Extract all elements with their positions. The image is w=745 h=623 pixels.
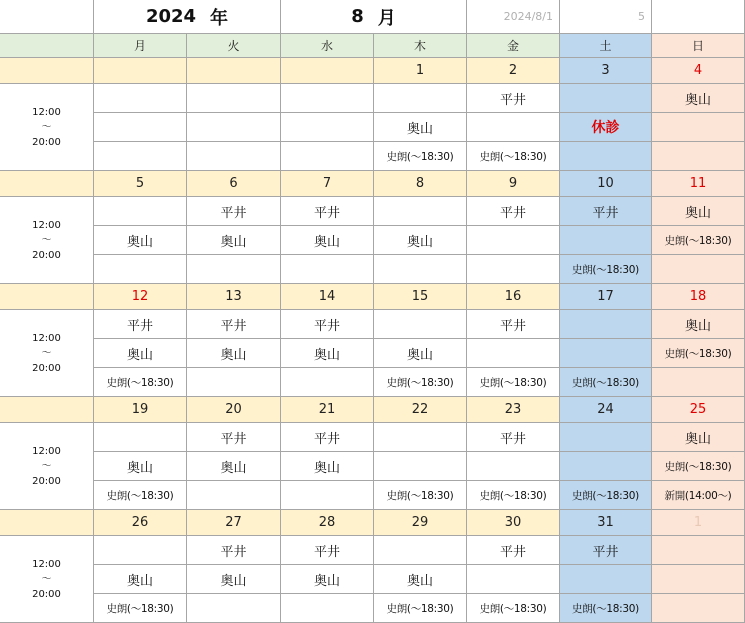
schedule-cell[interactable] bbox=[467, 594, 560, 623]
date-cell-text: 13 bbox=[225, 289, 242, 304]
schedule-cell[interactable] bbox=[467, 536, 560, 565]
schedule-cell[interactable] bbox=[467, 565, 560, 594]
title-end-cell[interactable] bbox=[652, 0, 745, 34]
schedule-cell[interactable] bbox=[94, 84, 187, 113]
schedule-cell[interactable] bbox=[652, 113, 745, 142]
weekday-header-5-text: 土 bbox=[599, 39, 612, 53]
schedule-cell-text: 平井 bbox=[499, 205, 526, 221]
schedule-cell[interactable] bbox=[374, 84, 467, 113]
date-cell-text: 14 bbox=[318, 289, 336, 304]
schedule-cell-text: 新開(14:00～) bbox=[664, 489, 732, 502]
schedule-cell[interactable] bbox=[560, 536, 652, 565]
date-cell[interactable] bbox=[281, 58, 374, 84]
schedule-cell[interactable] bbox=[281, 339, 374, 368]
date-cell-text: 16 bbox=[504, 289, 522, 304]
schedule-cell[interactable] bbox=[187, 142, 281, 171]
time-range-cell[interactable] bbox=[0, 84, 94, 171]
schedule-cell[interactable] bbox=[187, 423, 281, 452]
schedule-cell[interactable] bbox=[560, 594, 652, 623]
date-cell-text: 28 bbox=[318, 515, 336, 530]
schedule-cell-text: 奥山 bbox=[126, 234, 153, 250]
date-cell[interactable] bbox=[652, 510, 745, 536]
date-cell-text: 3 bbox=[601, 63, 610, 78]
time-range-cell[interactable] bbox=[0, 423, 94, 510]
weekday-header-5[interactable] bbox=[560, 34, 652, 58]
schedule-cell[interactable] bbox=[652, 339, 745, 368]
time-range-sep: ～ bbox=[41, 234, 52, 246]
schedule-cell[interactable] bbox=[187, 594, 281, 623]
title-year-cell[interactable] bbox=[94, 0, 281, 34]
schedule-cell[interactable] bbox=[281, 481, 374, 510]
date-cell[interactable] bbox=[560, 397, 652, 423]
schedule-cell[interactable] bbox=[374, 255, 467, 284]
date-label: 2024/8/1 bbox=[503, 10, 553, 23]
date-cell-text: 2 bbox=[508, 63, 518, 78]
schedule-cell[interactable] bbox=[467, 310, 560, 339]
schedule-cell-text: 史朗(～18:30) bbox=[479, 376, 547, 389]
time-range-start: 12:00 bbox=[32, 106, 61, 118]
date-cell[interactable] bbox=[281, 284, 374, 310]
schedule-cell[interactable] bbox=[652, 565, 745, 594]
schedule-cell[interactable] bbox=[187, 565, 281, 594]
schedule-cell[interactable] bbox=[560, 142, 652, 171]
schedule-cell-text: 休診 bbox=[591, 120, 620, 136]
schedule-cell[interactable] bbox=[94, 310, 187, 339]
date-cell[interactable] bbox=[467, 284, 560, 310]
date-cell[interactable] bbox=[560, 284, 652, 310]
date-cell-text: 20 bbox=[225, 402, 242, 417]
time-range-cell[interactable] bbox=[0, 536, 94, 623]
schedule-cell-text: 史朗(～18:30) bbox=[106, 602, 174, 615]
weekday-header-3[interactable] bbox=[374, 34, 467, 58]
date-cell[interactable] bbox=[652, 58, 745, 84]
date-cell-text: 31 bbox=[597, 515, 614, 530]
schedule-cell[interactable] bbox=[467, 255, 560, 284]
schedule-cell-text: 平井 bbox=[220, 318, 247, 334]
schedule-cell-text: 平井 bbox=[220, 205, 247, 221]
schedule-cell-text: 平井 bbox=[126, 318, 153, 334]
date-cell[interactable] bbox=[652, 397, 745, 423]
time-range-sep: ～ bbox=[41, 121, 52, 133]
schedule-cell[interactable] bbox=[374, 226, 467, 255]
schedule-cell-text: 平井 bbox=[313, 318, 340, 334]
schedule-cell[interactable] bbox=[281, 452, 374, 481]
schedule-cell[interactable] bbox=[467, 339, 560, 368]
schedule-cell-text: 奥山 bbox=[684, 205, 711, 221]
schedule-cell[interactable] bbox=[467, 142, 560, 171]
schedule-cell[interactable] bbox=[374, 339, 467, 368]
schedule-cell[interactable] bbox=[652, 84, 745, 113]
schedule-cell-text: 奥山 bbox=[220, 234, 247, 250]
time-range-cell[interactable] bbox=[0, 197, 94, 284]
schedule-cell[interactable] bbox=[652, 368, 745, 397]
schedule-cell-text: 奥山 bbox=[126, 460, 153, 476]
date-row-label-cell[interactable] bbox=[0, 510, 94, 536]
schedule-cell-text: 平井 bbox=[499, 544, 526, 560]
date-cell-text: 11 bbox=[689, 176, 707, 191]
date-cell-text: 29 bbox=[411, 515, 429, 530]
schedule-cell[interactable] bbox=[374, 423, 467, 452]
schedule-cell[interactable] bbox=[281, 310, 374, 339]
schedule-cell[interactable] bbox=[94, 481, 187, 510]
date-cell[interactable] bbox=[94, 171, 187, 197]
date-cell-text: 12 bbox=[131, 289, 149, 304]
schedule-cell[interactable] bbox=[374, 481, 467, 510]
date-cell-text: 30 bbox=[504, 515, 522, 530]
schedule-cell-text: 奥山 bbox=[313, 573, 340, 589]
schedule-cell[interactable] bbox=[467, 481, 560, 510]
schedule-cell[interactable] bbox=[560, 84, 652, 113]
title-month-cell[interactable] bbox=[281, 0, 467, 34]
schedule-cell[interactable] bbox=[560, 452, 652, 481]
date-cell[interactable] bbox=[374, 397, 467, 423]
month-value: 8 bbox=[351, 6, 364, 27]
date-cell-text: 15 bbox=[411, 289, 429, 304]
schedule-cell[interactable] bbox=[560, 368, 652, 397]
schedule-cell[interactable] bbox=[560, 113, 652, 142]
schedule-cell[interactable] bbox=[187, 536, 281, 565]
schedule-cell[interactable] bbox=[187, 84, 281, 113]
weekday-header-4-text: 金 bbox=[506, 39, 519, 53]
schedule-cell-text: 平井 bbox=[220, 431, 247, 447]
schedule-cell-text: 史朗(～18:30) bbox=[664, 347, 732, 360]
schedule-cell[interactable] bbox=[281, 142, 374, 171]
schedule-cell-text: 史朗(～18:30) bbox=[572, 489, 639, 502]
schedule-cell-text: 史朗(～18:30) bbox=[106, 376, 174, 389]
schedule-cell-text: 奥山 bbox=[313, 234, 340, 250]
time-range-sep: ～ bbox=[41, 347, 52, 359]
schedule-cell[interactable] bbox=[187, 310, 281, 339]
date-cell[interactable] bbox=[187, 510, 281, 536]
schedule-cell[interactable] bbox=[652, 481, 745, 510]
schedule-cell-text: 奥山 bbox=[684, 431, 711, 447]
schedule-cell[interactable] bbox=[560, 565, 652, 594]
date-cell-text: 7 bbox=[322, 176, 332, 191]
schedule-cell-text: 奥山 bbox=[684, 318, 711, 334]
schedule-cell-text: 奥山 bbox=[406, 573, 433, 589]
date-cell[interactable] bbox=[560, 58, 652, 84]
schedule-cell[interactable] bbox=[467, 113, 560, 142]
schedule-cell-text: 史朗(～18:30) bbox=[386, 376, 454, 389]
schedule-cell[interactable] bbox=[187, 452, 281, 481]
date-cell[interactable] bbox=[187, 58, 281, 84]
date-cell-text: 10 bbox=[597, 176, 614, 191]
schedule-cell[interactable] bbox=[374, 536, 467, 565]
schedule-cell-text: 奥山 bbox=[684, 92, 711, 108]
weekday-header-4[interactable] bbox=[467, 34, 560, 58]
schedule-cell-text: 史朗(～18:30) bbox=[106, 489, 174, 502]
schedule-cell[interactable] bbox=[560, 226, 652, 255]
date-cell-text: 18 bbox=[689, 289, 707, 304]
date-cell[interactable] bbox=[94, 397, 187, 423]
schedule-cell[interactable] bbox=[374, 565, 467, 594]
date-cell-text: 1 bbox=[693, 515, 703, 530]
date-cell[interactable] bbox=[281, 510, 374, 536]
schedule-cell[interactable] bbox=[652, 197, 745, 226]
schedule-cell[interactable] bbox=[374, 197, 467, 226]
time-range-end: 20:00 bbox=[32, 136, 61, 148]
schedule-cell[interactable] bbox=[560, 481, 652, 510]
schedule-cell-text: 史朗(～18:30) bbox=[386, 489, 454, 502]
schedule-cell[interactable] bbox=[281, 565, 374, 594]
schedule-cell[interactable] bbox=[374, 452, 467, 481]
date-cell[interactable] bbox=[560, 510, 652, 536]
schedule-cell-text: 奥山 bbox=[126, 347, 153, 363]
weekday-header-2[interactable] bbox=[281, 34, 374, 58]
date-cell-text: 19 bbox=[131, 402, 149, 417]
schedule-cell[interactable] bbox=[94, 368, 187, 397]
schedule-cell-text: 奥山 bbox=[406, 234, 433, 250]
schedule-cell[interactable] bbox=[374, 310, 467, 339]
schedule-cell[interactable] bbox=[281, 197, 374, 226]
schedule-cell-text: 平井 bbox=[313, 205, 340, 221]
time-range-sep: ～ bbox=[41, 573, 52, 585]
date-cell[interactable] bbox=[94, 284, 187, 310]
schedule-cell-text: 平井 bbox=[313, 431, 340, 447]
schedule-cell[interactable] bbox=[652, 142, 745, 171]
title-blank-cell[interactable] bbox=[0, 0, 94, 34]
schedule-cell-text: 史朗(～18:30) bbox=[479, 150, 547, 163]
schedule-cell[interactable] bbox=[652, 452, 745, 481]
schedule-cell[interactable] bbox=[652, 594, 745, 623]
schedule-cell[interactable] bbox=[652, 255, 745, 284]
schedule-cell-text: 平井 bbox=[592, 205, 619, 221]
schedule-cell[interactable] bbox=[467, 197, 560, 226]
date-cell-text: 4 bbox=[693, 63, 703, 78]
date-cell-text: 27 bbox=[225, 515, 242, 530]
date-row-label-cell[interactable] bbox=[0, 397, 94, 423]
schedule-cell-text: 奥山 bbox=[406, 121, 433, 137]
schedule-cell[interactable] bbox=[94, 536, 187, 565]
schedule-cell-text: 史朗(～18:30) bbox=[664, 460, 732, 473]
weekday-header-0[interactable] bbox=[94, 34, 187, 58]
schedule-cell-text: 平井 bbox=[592, 544, 619, 560]
schedule-cell-text: 史朗(～18:30) bbox=[572, 602, 639, 615]
weekday-header-6-text: 日 bbox=[691, 39, 704, 53]
date-cell[interactable] bbox=[560, 171, 652, 197]
date-cell[interactable] bbox=[187, 397, 281, 423]
schedule-cell[interactable] bbox=[187, 113, 281, 142]
time-range-start: 12:00 bbox=[32, 445, 61, 457]
schedule-cell[interactable] bbox=[560, 255, 652, 284]
date-cell[interactable] bbox=[374, 510, 467, 536]
schedule-cell[interactable] bbox=[467, 84, 560, 113]
date-cell[interactable] bbox=[281, 397, 374, 423]
date-label-cell[interactable] bbox=[467, 0, 560, 34]
date-cell[interactable] bbox=[187, 284, 281, 310]
schedule-cell-text: 奥山 bbox=[220, 460, 247, 476]
schedule-cell[interactable] bbox=[281, 84, 374, 113]
schedule-cell[interactable] bbox=[281, 226, 374, 255]
schedule-cell[interactable] bbox=[467, 452, 560, 481]
schedule-cell[interactable] bbox=[94, 565, 187, 594]
schedule-cell[interactable] bbox=[374, 113, 467, 142]
time-range-start: 12:00 bbox=[32, 219, 61, 231]
schedule-cell-text: 平井 bbox=[313, 544, 340, 560]
date-cell-text: 9 bbox=[508, 176, 518, 191]
date-cell-text: 26 bbox=[131, 515, 149, 530]
schedule-cell[interactable] bbox=[94, 197, 187, 226]
weekday-header-3-text: 木 bbox=[413, 39, 426, 53]
date-row-label-cell[interactable] bbox=[0, 171, 94, 197]
date-cell[interactable] bbox=[374, 58, 467, 84]
date-cell-text: 1 bbox=[415, 63, 425, 78]
weekday-header-6[interactable] bbox=[652, 34, 745, 58]
date-cell-text: 25 bbox=[689, 402, 707, 417]
schedule-cell[interactable] bbox=[652, 310, 745, 339]
schedule-cell-text: 平井 bbox=[499, 318, 526, 334]
time-range-end: 20:00 bbox=[32, 249, 61, 261]
schedule-cell-text: 奥山 bbox=[313, 460, 340, 476]
date-cell[interactable] bbox=[467, 58, 560, 84]
schedule-cell[interactable] bbox=[560, 423, 652, 452]
schedule-cell-text: 史朗(～18:30) bbox=[479, 602, 547, 615]
schedule-cell-text: 奥山 bbox=[126, 573, 153, 589]
date-cell[interactable] bbox=[467, 397, 560, 423]
date-cell[interactable] bbox=[374, 171, 467, 197]
schedule-cell-text: 史朗(～18:30) bbox=[386, 150, 454, 163]
date-cell-text: 8 bbox=[415, 176, 425, 191]
schedule-cell[interactable] bbox=[281, 423, 374, 452]
schedule-cell[interactable] bbox=[94, 423, 187, 452]
date-cell[interactable] bbox=[94, 510, 187, 536]
schedule-cell[interactable] bbox=[467, 423, 560, 452]
time-range-cell[interactable] bbox=[0, 310, 94, 397]
schedule-cell[interactable] bbox=[560, 339, 652, 368]
schedule-cell[interactable] bbox=[560, 197, 652, 226]
schedule-cell-text: 平井 bbox=[220, 544, 247, 560]
schedule-cell[interactable] bbox=[187, 255, 281, 284]
schedule-cell[interactable] bbox=[652, 423, 745, 452]
schedule-cell[interactable] bbox=[652, 536, 745, 565]
schedule-cell[interactable] bbox=[374, 594, 467, 623]
schedule-cell[interactable] bbox=[94, 339, 187, 368]
schedule-cell[interactable] bbox=[467, 226, 560, 255]
schedule-cell[interactable] bbox=[281, 368, 374, 397]
schedule-cell-text: 史朗(～18:30) bbox=[572, 376, 639, 389]
schedule-cell[interactable] bbox=[94, 142, 187, 171]
schedule-cell[interactable] bbox=[374, 368, 467, 397]
date-cell-text: 6 bbox=[229, 176, 238, 191]
date-cell-text: 22 bbox=[411, 402, 429, 417]
schedule-cell-text: 平井 bbox=[499, 431, 526, 447]
date-cell-text: 24 bbox=[597, 402, 614, 417]
schedule-cell[interactable] bbox=[187, 368, 281, 397]
time-range-sep: ～ bbox=[41, 460, 52, 472]
date-cell[interactable] bbox=[94, 58, 187, 84]
schedule-cell[interactable] bbox=[560, 310, 652, 339]
schedule-cell-text: 史朗(～18:30) bbox=[572, 263, 639, 276]
schedule-cell[interactable] bbox=[281, 113, 374, 142]
year-value: 2024 bbox=[145, 6, 197, 27]
time-range-start: 12:00 bbox=[32, 332, 61, 344]
date-cell[interactable] bbox=[374, 284, 467, 310]
date-cell-text: 5 bbox=[135, 176, 145, 191]
schedule-cell[interactable] bbox=[94, 226, 187, 255]
date-cell-text: 21 bbox=[318, 402, 336, 417]
date-cell[interactable] bbox=[652, 284, 745, 310]
schedule-cell[interactable] bbox=[94, 255, 187, 284]
date-row-label-cell[interactable] bbox=[0, 58, 94, 84]
weekday-header-1[interactable] bbox=[187, 34, 281, 58]
time-range-end: 20:00 bbox=[32, 362, 61, 374]
date-cell[interactable] bbox=[187, 171, 281, 197]
schedule-cell-text: 史朗(～18:30) bbox=[386, 602, 454, 615]
schedule-cell-text: 奥山 bbox=[220, 347, 247, 363]
weekday-header-1-text: 火 bbox=[227, 39, 240, 53]
schedule-cell[interactable] bbox=[94, 594, 187, 623]
date-cell[interactable] bbox=[467, 510, 560, 536]
schedule-cell-text: 奥山 bbox=[406, 347, 433, 363]
schedule-cell-text: 平井 bbox=[499, 92, 526, 108]
schedule-cell[interactable] bbox=[281, 255, 374, 284]
extra-number-cell[interactable] bbox=[560, 0, 652, 34]
schedule-cell[interactable] bbox=[281, 594, 374, 623]
extra-number: 5 bbox=[638, 10, 645, 23]
date-cell[interactable] bbox=[281, 171, 374, 197]
schedule-cell-text: 史朗(～18:30) bbox=[664, 234, 732, 247]
weekday-header-0-text: 月 bbox=[133, 39, 146, 53]
schedule-cell[interactable] bbox=[187, 481, 281, 510]
time-range-end: 20:00 bbox=[32, 588, 61, 600]
schedule-cell[interactable] bbox=[94, 452, 187, 481]
time-range-end: 20:00 bbox=[32, 475, 61, 487]
date-cell-text: 17 bbox=[597, 289, 614, 304]
date-cell[interactable] bbox=[652, 171, 745, 197]
date-cell[interactable] bbox=[467, 171, 560, 197]
schedule-cell[interactable] bbox=[94, 113, 187, 142]
schedule-cell[interactable] bbox=[281, 536, 374, 565]
schedule-cell[interactable] bbox=[374, 142, 467, 171]
schedule-cell-text: 奥山 bbox=[220, 573, 247, 589]
schedule-cell[interactable] bbox=[187, 339, 281, 368]
month-unit: 月 bbox=[377, 7, 396, 29]
schedule-cell[interactable] bbox=[187, 226, 281, 255]
schedule-cell[interactable] bbox=[187, 197, 281, 226]
date-cell-text: 23 bbox=[504, 402, 522, 417]
schedule-cell[interactable] bbox=[467, 368, 560, 397]
weekday-header-blank[interactable] bbox=[0, 34, 94, 58]
time-range-start: 12:00 bbox=[32, 558, 61, 570]
date-row-label-cell[interactable] bbox=[0, 284, 94, 310]
schedule-cell[interactable] bbox=[652, 226, 745, 255]
weekday-header-2-text: 水 bbox=[320, 39, 333, 53]
year-unit: 年 bbox=[210, 7, 229, 29]
schedule-cell-text: 奥山 bbox=[313, 347, 340, 363]
schedule-cell-text: 史朗(～18:30) bbox=[479, 489, 547, 502]
